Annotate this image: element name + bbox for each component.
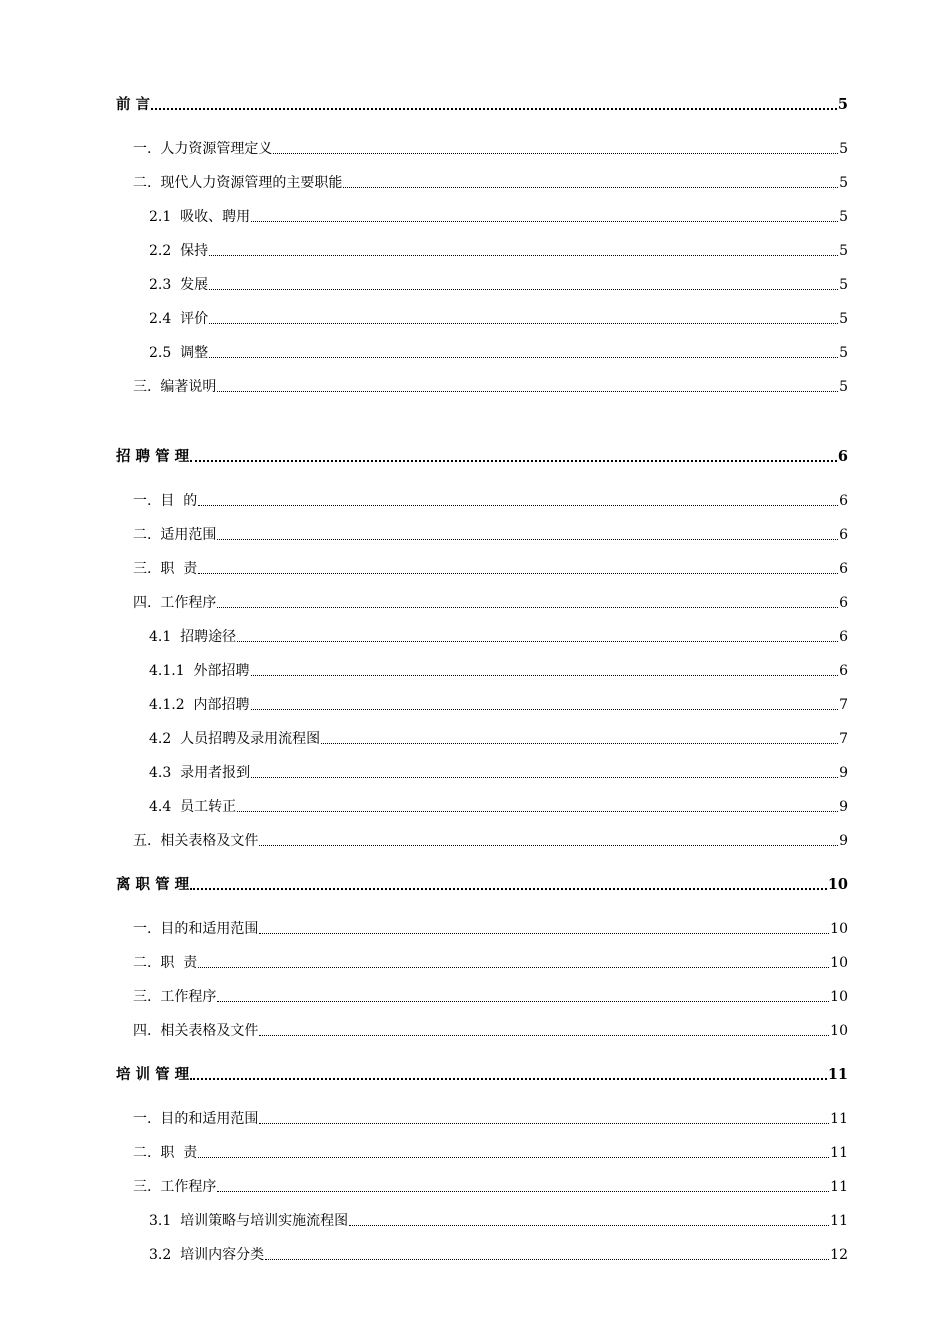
toc-entry-title: 二. 职 责	[133, 955, 198, 971]
toc-entry-page-number: 5	[839, 243, 848, 259]
toc-dot-leader	[198, 1157, 829, 1158]
toc-entry-page-number: 5	[839, 379, 848, 395]
toc-dot-leader	[237, 641, 838, 642]
toc-entry[interactable]	[133, 1018, 848, 1040]
toc-entry[interactable]	[116, 444, 848, 466]
toc-entry-page-number: 10	[827, 876, 848, 893]
toc-entry[interactable]	[149, 760, 848, 782]
toc-entry-page-number: 12	[830, 1247, 848, 1263]
toc-entry-page-number: 10	[830, 955, 848, 971]
toc-entry-title: 四. 相关表格及文件	[133, 1023, 259, 1039]
toc-entry-title: 前 言	[116, 96, 151, 113]
toc-dot-leader	[251, 777, 838, 778]
toc-entry-title: 三. 工作程序	[133, 989, 217, 1005]
toc-entry[interactable]	[149, 306, 848, 328]
toc-entry-title: 一. 目的和适用范围	[133, 921, 259, 937]
toc-entry-title: 四. 工作程序	[133, 595, 217, 611]
toc-entry-title: 三. 编著说明	[133, 379, 217, 395]
toc-dot-leader	[321, 743, 838, 744]
toc-entry[interactable]	[149, 1208, 848, 1230]
toc-entry[interactable]	[133, 136, 848, 158]
toc-dot-leader	[190, 1078, 827, 1080]
toc-entry-title: 二. 职 责	[133, 1145, 198, 1161]
toc-dot-leader	[209, 289, 838, 290]
toc-entry-page-number: 10	[830, 989, 848, 1005]
toc-dot-leader	[217, 607, 838, 608]
toc-entry-page-number: 9	[839, 799, 848, 815]
toc-entry[interactable]	[149, 624, 848, 646]
toc-dot-leader	[259, 933, 829, 934]
toc-entry[interactable]	[133, 916, 848, 938]
toc-dot-leader	[251, 675, 839, 676]
toc-entry-title: 3.1 培训策略与培训实施流程图	[149, 1213, 349, 1229]
toc-entry-title: 4.2 人员招聘及录用流程图	[149, 731, 321, 747]
toc-entry[interactable]	[149, 272, 848, 294]
toc-entry-page-number: 11	[827, 1066, 848, 1083]
toc-dot-leader	[251, 221, 838, 222]
toc-entry[interactable]	[149, 726, 848, 748]
toc-dot-leader	[151, 108, 837, 110]
toc-entry-page-number: 7	[839, 731, 848, 747]
toc-dot-leader	[217, 391, 838, 392]
toc-entry-title: 4.1.1 外部招聘	[149, 663, 250, 679]
toc-dot-leader	[259, 1035, 829, 1036]
toc-entry-title: 二. 现代人力资源管理的主要职能	[133, 175, 343, 191]
toc-dot-leader	[217, 539, 838, 540]
toc-entry-title: 一. 目 的	[133, 493, 198, 509]
toc-entry[interactable]	[133, 1174, 848, 1196]
toc-entry-page-number: 6	[839, 493, 848, 509]
toc-dot-leader	[209, 323, 838, 324]
toc-entry-title: 2.3 发展	[149, 277, 209, 293]
toc-entry[interactable]	[133, 984, 848, 1006]
toc-dot-leader	[198, 573, 838, 574]
toc-entry-title: 4.1 招聘途径	[149, 629, 237, 645]
toc-dot-leader	[198, 967, 829, 968]
toc-entry-title: 2.1 吸收、聘用	[149, 209, 251, 225]
toc-dot-leader	[251, 709, 839, 710]
toc-dot-leader	[259, 845, 838, 846]
toc-entry-title: 3.2 培训内容分类	[149, 1247, 265, 1263]
toc-entry[interactable]	[133, 1140, 848, 1162]
toc-dot-leader	[237, 811, 838, 812]
toc-dot-leader	[209, 255, 838, 256]
toc-entry-title: 4.1.2 内部招聘	[149, 697, 250, 713]
toc-entry-page-number: 6	[839, 561, 848, 577]
toc-entry[interactable]	[133, 488, 848, 510]
toc-entry-title: 4.4 员工转正	[149, 799, 237, 815]
toc-entry-title: 培 训 管 理	[116, 1066, 190, 1083]
toc-entry[interactable]	[116, 872, 848, 894]
toc-entry-title: 2.5 调整	[149, 345, 209, 361]
toc-entry-title: 一. 目的和适用范围	[133, 1111, 259, 1127]
toc-dot-leader	[190, 460, 837, 462]
toc-entry-page-number: 5	[837, 96, 848, 113]
toc-entry-page-number: 6	[837, 448, 848, 465]
toc-entry-page-number: 5	[839, 209, 848, 225]
toc-dot-leader	[343, 187, 838, 188]
toc-entry-page-number: 11	[830, 1145, 848, 1161]
toc-entry-title: 一. 人力资源管理定义	[133, 141, 273, 157]
toc-dot-leader	[259, 1123, 829, 1124]
toc-entry-title: 五. 相关表格及文件	[133, 833, 259, 849]
toc-entry-title: 2.2 保持	[149, 243, 209, 259]
toc-entry[interactable]	[133, 374, 848, 396]
toc-entry-title: 招 聘 管 理	[116, 448, 190, 465]
toc-entry-page-number: 9	[839, 833, 848, 849]
toc-entry-page-number: 5	[839, 141, 848, 157]
toc-dot-leader	[273, 153, 838, 154]
toc-entry[interactable]	[133, 590, 848, 612]
toc-entry-page-number: 5	[839, 345, 848, 361]
toc-entry[interactable]	[149, 1242, 848, 1264]
toc-entry-page-number: 9	[839, 765, 848, 781]
toc-entry-page-number: 6	[839, 663, 848, 679]
toc-entry-title: 二. 适用范围	[133, 527, 217, 543]
toc-entry[interactable]	[133, 522, 848, 544]
toc-entry[interactable]	[116, 92, 848, 114]
toc-entry[interactable]	[149, 692, 848, 714]
toc-dot-leader	[349, 1225, 829, 1226]
toc-entry-page-number: 11	[830, 1179, 848, 1195]
toc-dot-leader	[209, 357, 838, 358]
toc-entry-title: 三. 职 责	[133, 561, 198, 577]
toc-entry-title: 2.4 评价	[149, 311, 209, 327]
toc-entry[interactable]	[149, 238, 848, 260]
toc-entry-page-number: 10	[830, 921, 848, 937]
toc-dot-leader	[217, 1191, 829, 1192]
toc-entry-title: 4.3 录用者报到	[149, 765, 251, 781]
toc-entry-title: 离 职 管 理	[116, 876, 190, 893]
toc-entry[interactable]	[133, 170, 848, 192]
toc-entry-title: 三. 工作程序	[133, 1179, 217, 1195]
toc-entry[interactable]	[116, 1062, 848, 1084]
toc-dot-leader	[265, 1259, 829, 1260]
toc-entry[interactable]	[133, 556, 848, 578]
toc-entry-page-number: 11	[830, 1213, 848, 1229]
toc-entry-page-number: 7	[839, 697, 848, 713]
toc-entry[interactable]	[149, 794, 848, 816]
toc-entry-page-number: 6	[839, 629, 848, 645]
toc-entry[interactable]	[149, 204, 848, 226]
toc-entry[interactable]	[133, 950, 848, 972]
toc-dot-leader	[198, 505, 838, 506]
toc-dot-leader	[190, 888, 827, 890]
toc-entry-page-number: 5	[839, 277, 848, 293]
toc-entry[interactable]	[133, 828, 848, 850]
toc-entry[interactable]	[149, 340, 848, 362]
toc-entry-page-number: 10	[830, 1023, 848, 1039]
toc-entry-page-number: 6	[839, 595, 848, 611]
toc-entry-page-number: 5	[839, 175, 848, 191]
toc-entry[interactable]	[149, 658, 848, 680]
toc-entry[interactable]	[133, 1106, 848, 1128]
toc-entry-page-number: 6	[839, 527, 848, 543]
toc-dot-leader	[217, 1001, 829, 1002]
toc-entry-page-number: 5	[839, 311, 848, 327]
toc-entry-page-number: 11	[830, 1111, 848, 1127]
